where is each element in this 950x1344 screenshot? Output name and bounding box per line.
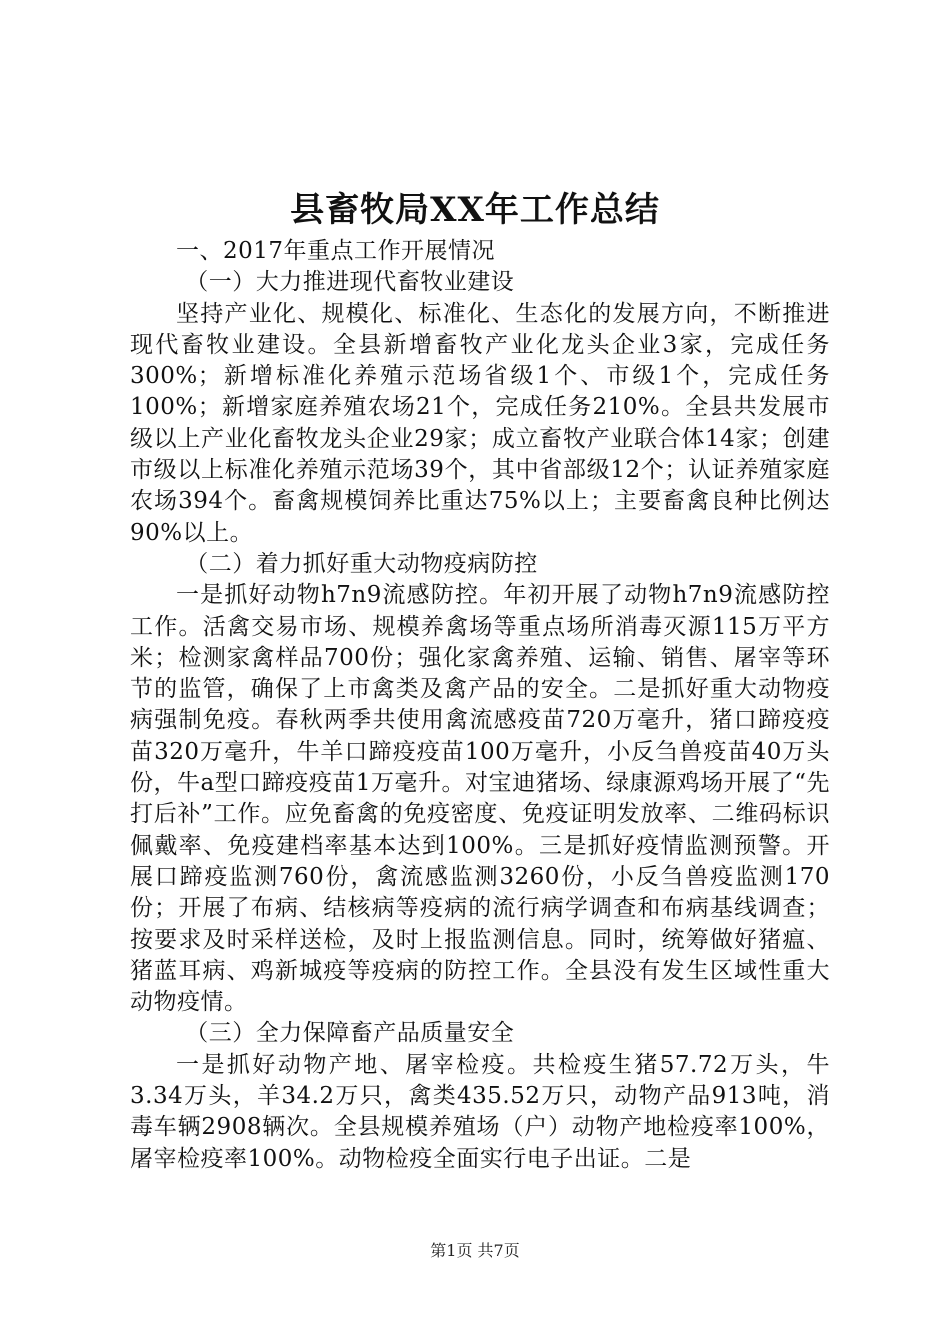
- body-paragraph: 坚持产业化、规模化、标准化、生态化的发展方向，不断推进现代畜牧业建设。全县新增畜牧产业化龙头企业3家，完成任务300%；新增标准化养殖示范场省级1个、市级1个，完成任务100%；新增家庭养殖农场21个，完成任务210%。全县共发展市级以上产业化畜牧龙头企业29家；成立畜牧产业联合体14家；创建市级以上标准化养殖示范场39个，其中省部级12个；认证养殖家庭农场394个。畜禽规模饲养比重达75%以上；主要畜禽良种比例达90%以上。: [130, 300, 830, 546]
- subsection-heading: （一）大力推进现代畜牧业建设: [185, 269, 515, 296]
- section-heading: 一、2017年重点工作开展情况: [176, 238, 496, 264]
- subsection-heading: （二）着力抓好重大动物疫病防控: [185, 550, 538, 577]
- body-paragraph: 一是抓好动物h7n9流感防控。年初开展了动物h7n9流感防控工作。活禽交易市场、规模养禽场等重点场所消毒灭源115万平方米；检测家禽样品700份；强化家禽养殖、运输、销售、屠宰等环节的监管，确保了上市禽类及禽产品的安全。二是抓好重大动物疫病强制免疫。春秋两季共使用禽流感疫苗720万毫升，猪口蹄疫疫苗320万毫升，牛羊口蹄疫疫苗100万毫升，小反刍兽疫苗40万头份，牛a型口蹄疫疫苗1万毫升。对宝迪猪场、绿康源鸡场开展了“先打后补”工作。应免畜禽的免疫密度、免疫证明发放率、二维码标识佩戴率、免疫建档率基本达到100%。三是抓好疫情监测预警。开展口蹄疫监测760份，禽流感监测3260份，小反刍兽疫监测170份；开展了布病、结核病等疫病的流行病学调查和布病基线调查；按要求及时采样送检，及时上报监测信息。同时，统筹做好猪瘟、猪蓝耳病、鸡新城疫等疫病的防控工作。全县没有发生区域性重大动物疫情。: [130, 582, 830, 1016]
- document-title: 县畜牧局XX年工作总结: [290, 190, 660, 230]
- document-body: [130, 236, 830, 1175]
- body-paragraph: 一是抓好动物产地、屠宰检疫。共检疫生猪57.72万头，牛3.34万头，羊34.2万只，禽类435.52万只，动物产品913吨，消毒车辆2908辆次。全县规模养殖场（户）动物产地检疫率100%，屠宰检疫率100%。动物检疫全面实行电子出证。二是: [130, 1051, 830, 1172]
- page-number-footer: 第1页 共7页: [430, 1241, 520, 1260]
- subsection-heading: （三）全力保障畜产品质量安全: [185, 1020, 515, 1047]
